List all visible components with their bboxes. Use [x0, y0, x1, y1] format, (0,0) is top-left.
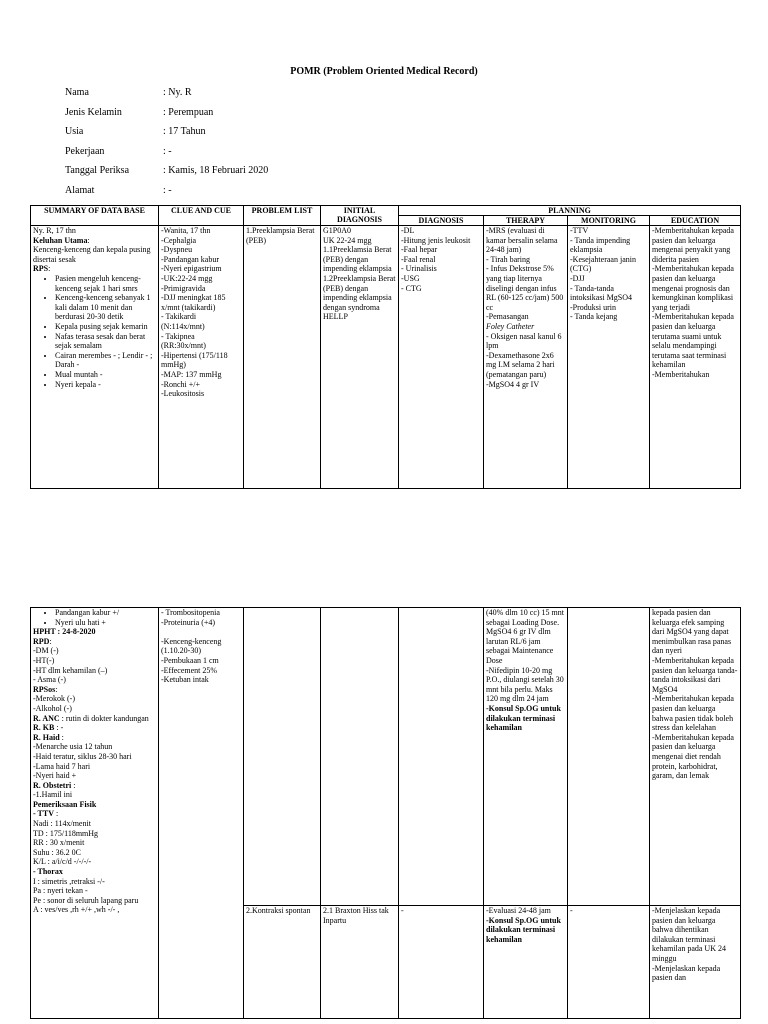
keluhan-label: Keluhan Utama [33, 235, 88, 245]
rps-item: • Cairan merembes - ; Lendir - ; Darah - [55, 351, 156, 370]
rpsos-list [33, 694, 156, 713]
robs-line: -1.Hamil ini [33, 790, 73, 800]
header-initial: INITIAL DIAGNOSIS [321, 206, 399, 226]
header-diagnosis: DIAGNOSIS [399, 216, 484, 226]
diagnosis-cell-2 [399, 906, 484, 1019]
identity-label: Nama [65, 87, 89, 98]
rpsos-label: RPSos [33, 684, 56, 694]
initial-line: 1.2Preeklampsia Berat (PEB) dengan impending eklampsia dengan syndroma HELLP [323, 273, 396, 322]
rhaid-list [33, 742, 156, 780]
clue-line: -Pandangan kabur [161, 254, 219, 264]
thorax-line: I : simetris ,retraksi -/- [33, 876, 105, 886]
education-line: -Memberitahukan kepada pasien dan keluarga tanda-tanda intoksikasi dari MgSO4 [652, 655, 738, 694]
header-education: EDUCATION [650, 216, 741, 226]
clue-line: -Wanita, 17 thn [161, 226, 211, 235]
identity-label: Usia [65, 126, 84, 137]
problem-cell [244, 226, 321, 489]
initial-cell-continued [321, 608, 399, 906]
ttv-line: RR : 30 x/menit [33, 838, 85, 848]
rps-label: RPS [33, 264, 49, 274]
header-problem: PROBLEM LIST [244, 206, 321, 226]
monitoring-line: -Produksi urin [570, 302, 616, 312]
clue-line: -UK:22-24 mgg [161, 273, 213, 283]
monitoring-line: -DJJ [570, 273, 585, 283]
initial-cell-2 [321, 906, 399, 1019]
clue-cell [159, 226, 244, 489]
clue-line: - Trombositopenia [161, 608, 220, 617]
summary-bullet-list [33, 608, 156, 627]
header-planning: PLANNING [399, 206, 741, 216]
initial-line: UK 22-24 mgg [323, 235, 372, 245]
diagnosis-text-2: - [401, 906, 404, 915]
diagnosis-cell-continued [399, 608, 484, 906]
clue-line: -DJJ meningkat 185 x/mnt (takikardi) [161, 293, 226, 312]
therapy-bold-line: -Konsul Sp.OG untuk dilakukan terminasi kehamilan [486, 703, 561, 733]
thorax-line: A : ves/ves ,rh +/+ ,wh -/- , [33, 905, 120, 915]
rps-item: • Kepala pusing sejak kemarin [55, 322, 156, 332]
rpd-line: -HT dlm kehamilan (–) [33, 665, 108, 675]
rpd-line: - Asma (-) [33, 675, 66, 685]
keluhan-text: Kenceng-kenceng dan kepala pusing disertai sesak [33, 245, 151, 264]
diagnosis-line: -Faal renal [401, 254, 436, 264]
clue-line: -Effecement 25% [161, 665, 218, 675]
education-cell-continued [650, 608, 741, 906]
thorax-line: Pe : sonor di seluruh lapang paru [33, 895, 139, 905]
therapy-cell-continued [484, 608, 568, 906]
rkb-label: R. KB [33, 723, 55, 733]
identity-value: : - [163, 145, 172, 157]
identity-value: : Kamis, 18 Februari 2020 [163, 165, 269, 176]
monitoring-line: - Tanda kejang [570, 312, 618, 322]
monitoring-line: -Kesejahteraan janin (CTG) [570, 254, 636, 274]
robs-list [33, 790, 156, 800]
rpd-line: -HT(-) [33, 655, 55, 665]
rps-item: • Mual muntah - [55, 370, 156, 380]
diagnosis-line: - CTG [401, 283, 422, 293]
ranc-label: R. ANC [33, 713, 60, 723]
pomr-table-page2 [30, 607, 741, 1019]
header-monitoring: MONITORING [568, 216, 650, 226]
rhaid-line: -Haid teratur, siklus 28-30 hari [33, 751, 132, 761]
therapy-line: -Dexamethasone 2x6 mg I.M selama 2 hari (pematangan paru) [486, 350, 555, 379]
monitoring-cell-continued [568, 608, 650, 906]
rpd-label: RPD [33, 636, 50, 646]
education-line: -Memberitahukan kepada pasien dan keluarga mengenai penyakit yang diderita pasien [652, 226, 734, 264]
identity-value: : Ny. R [163, 87, 192, 98]
education-line: -Menjelaskan kepada pasien dan [652, 963, 721, 983]
education-line: -Memberitahukan kepada pasien dan keluarga mengenai diet rendah protein, karbohidrat, garam, dan lemak [652, 732, 734, 781]
identity-label: Jenis Kelamin [65, 106, 122, 118]
monitoring-line: - Tanda-tanda intoksikasi MgSO4 [570, 283, 633, 303]
education-line: -Memberitahukan kepada pasien dan keluarga bahwa pasien tidak boleh stress dan kelelahan [652, 694, 734, 733]
document-title: POMR (Problem Oriented Medical Record) [290, 66, 478, 77]
monitoring-text-2: - [570, 906, 573, 915]
rps-item: • Kenceng-kenceng sebanyak 1 kali dalam 10 menit dan berdurasi 20-30 detik [55, 293, 156, 322]
therapy-line: - Oksigen nasal kanul 6 lpm [486, 331, 562, 351]
summary-bullet: • Nyeri ulu hati + [55, 618, 156, 628]
clue-line: -Ronchi +/+ [161, 379, 201, 389]
identity-label: Pekerjaan [65, 145, 105, 157]
education-line: -Memberitahukan kepada pasien dan keluarga terutama suami untuk selalu mendampingi terutama saat terminasi kehamilan [652, 312, 734, 370]
rpd-list [33, 646, 156, 684]
therapy-text-2: -Evaluasi 24-48 jam [486, 906, 551, 915]
identity-value: : Perempuan [163, 106, 214, 118]
summary-bullet: • Pandangan kabur +/ [55, 608, 156, 618]
therapy-line: (40% dlm 10 cc) 15 mnt sebagai Loading Dose. MgSO4 6 gr IV dlm larutan RL/6 jam sebagai Maintenance Dose [486, 608, 564, 665]
identity-label: Alamat [65, 184, 95, 196]
initial-line: G1P0A0 [323, 226, 352, 235]
rps-item: • Nafas terasa sesak dan berat sejak semalam [55, 332, 156, 351]
therapy-line: Foley Catheter [486, 321, 535, 331]
therapy-cell [484, 226, 568, 489]
therapy-line: - Infus Dekstrose 5% yang tiap liternya diselingi dengan infus RL (60-125 cc/jam) 500 cc [486, 264, 564, 312]
clue-line: -Primigravida [161, 283, 206, 293]
identity-value: : - [163, 184, 172, 196]
header-summary: SUMMARY OF DATA BASE [31, 206, 159, 226]
diagnosis-line: - Urinalisis [401, 264, 437, 274]
monitoring-cell [568, 226, 650, 489]
rhaid-label: R. Haid [33, 732, 60, 742]
therapy-line: -MRS (evaluasi di kamar bersalin selama 24-48 jam) [486, 226, 558, 255]
pf-label: Pemeriksaan Fisik [33, 799, 97, 809]
ttv-line: K/L : a/i/c/d -/-/-/- [33, 857, 92, 867]
rps-list [33, 274, 156, 389]
education-line: -Memberitahukan [652, 369, 710, 379]
clue-line: -Ketuban intak [161, 675, 209, 685]
identity-label: Tanggal Periksa [65, 165, 130, 176]
robs-label: R. Obstetri [33, 780, 72, 790]
monitoring-line: -TTV [570, 226, 589, 235]
initial-text-2: 2.1 Braxton Hiss tak Inpartu [323, 906, 389, 925]
ttv-line: Suhu : 36.2 0C [33, 847, 82, 857]
rhaid-line: -Menarche usia 12 tahun [33, 742, 113, 752]
clue-line: - Takipnea (RR:30x/mnt) [161, 331, 206, 351]
diagnosis-line: -USG [401, 273, 420, 283]
clue-line [161, 627, 241, 637]
problem-text: 1.Preeklampsia Berat (PEB) [246, 226, 315, 245]
rhaid-text: : [61, 732, 64, 742]
ttv-label: - TTV [33, 809, 54, 819]
ttv-text: : [55, 809, 59, 819]
therapy-cell-2 [484, 906, 568, 1019]
clue-line: -Leukositosis [161, 389, 205, 399]
therapy-line: -MgSO4 4 gr IV [486, 379, 540, 389]
rhaid-line: -Nyeri haid + [33, 771, 77, 781]
rpsos-line: -Merokok (-) [33, 694, 75, 704]
monitoring-line: - Tanda impending eklampsia [570, 235, 631, 255]
summary-cell-continued: • Pandangan kabur +/ • Nyeri ulu hati + HPHT : 24-8-2020 RPD: -DM (-) -HT(-) -HT dlm kehamilan (–) - Asma (-) RPSos: -Merokok (-) -Alkohol (-) R. ANC : rutin di dokter kandungan R. KB : - R. Haid : -Menarche usia 12 tahun -Haid teratur, siklus 28-30 hari -Lama haid 7 hari -Nyeri haid + R. Obstetri : -1.Hamil ini Pemeriksaan Fisik - TTV : Nadi : 114x/menit TD : 175/118mmHg RR : 30 x/menit Suhu : 36.2 0C K/L : a/i/c/d -/-/-/- - Thorax I : simetris ,retraksi -/- Pa : nyeri tekan - Pe : sonor di seluruh lapang paru A : ves/ves ,rh +/+ ,wh -/- , [31, 608, 159, 1019]
rpd-line: -DM (-) [33, 646, 59, 656]
diagnosis-line: -Hitung jenis leukosit [401, 235, 471, 245]
education-cell-2 [650, 906, 741, 1019]
rpsos-line: -Alkohol (-) [33, 703, 72, 713]
robs-text: : [73, 780, 76, 790]
therapy-bold-2: -Konsul Sp.OG untuk dilakukan terminasi kehamilan [486, 915, 561, 944]
header-therapy: THERAPY [484, 216, 568, 226]
clue-line: -Pembukaan 1 cm [161, 655, 219, 665]
initial-line: 1.1Preeklamsia Berat (PEB) dengan impending eklampsia [323, 245, 392, 274]
hpht-text: HPHT : 24-8-2020 [33, 627, 96, 637]
therapy-line: -Nifedipin 10-20 mg P.O., diulangi setelah 30 mnt bila perlu. Maks 120 mg dlm 24 jam [486, 665, 564, 704]
ranc-text: : rutin di dokter kandungan [61, 713, 149, 723]
clue-line: -MAP: 137 mmHg [161, 369, 222, 379]
ttv-line: TD : 175/118mmHg [33, 828, 99, 838]
clue-line: -Proteinuria (+4) [161, 617, 216, 627]
rhaid-line: -Lama haid 7 hari [33, 761, 91, 771]
diagnosis-line: -DL [401, 226, 415, 235]
summary-cell: Ny. R, 17 thn Keluhan Utama: Kenceng-kenceng dan kepala pusing disertai sesak RPS: • Pasien mengeluh kenceng-kenceng sejak 1 hari smrs • Kenceng-kenceng sebanyak 1 kali dalam 10 menit dan berdurasi 20-30 detik • Kepala pusing sejak kemarin • Nafas terasa sesak dan berat sejak semalam • Cairan merembes - ; Lendir - ; Darah - • Mual muntah - • Nyeri kepala - [31, 226, 159, 489]
education-line: kepada pasien dan keluarga efek samping dari MgSO4 yang dapat menimbulkan rasa panas dan nyeri [652, 608, 732, 656]
therapy-line: -Pemasangan [486, 312, 529, 322]
diagnosis-line: -Faal hepar [401, 245, 438, 255]
diagnosis-cell [399, 226, 484, 489]
pomr-table-page1 [30, 205, 741, 489]
problem-cell-continued [244, 608, 321, 906]
summary-line: Ny. R, 17 thn [33, 226, 76, 235]
clue-line: - Takikardi (N:114x/mnt) [161, 312, 205, 331]
rps-item: • Nyeri kepala - [55, 380, 156, 390]
monitoring-cell-2 [568, 906, 650, 1019]
identity-value: : 17 Tahun [163, 126, 206, 137]
thorax-list [33, 877, 156, 915]
thorax-line: Pa : nyeri tekan - [33, 886, 88, 896]
education-line: -Memberitahukan kepada pasien dan keluarga mengenai prognosis dan kemungkinan komplikasi yang terjadi [652, 264, 734, 312]
education-cell [650, 226, 741, 489]
initial-diagnosis-cell [321, 226, 399, 489]
clue-line: -Dyspneu [161, 245, 193, 255]
therapy-line: - Tirah baring [486, 254, 530, 264]
thorax-label: - Thorax [33, 867, 63, 877]
clue-line: -Cephalgia [161, 235, 197, 245]
ttv-line: Nadi : 114x/menit [33, 819, 91, 829]
header-clue: CLUE AND CUE [159, 206, 244, 226]
rkb-text: : - [56, 723, 64, 733]
clue-line: -Hipertensi (175/118 mmHg) [161, 350, 228, 370]
clue-cell-continued [159, 608, 244, 1019]
clue-line: -Kenceng-kenceng (1.10.20-30) [161, 636, 222, 656]
rps-item: • Pasien mengeluh kenceng-kenceng sejak 1 hari smrs [55, 274, 156, 293]
problem-text-2: 2.Kontraksi spontan [246, 906, 311, 915]
education-line: -Menjelaskan kepada pasien dan keluarga bahwa dihentikan dilakukan terminasi kehamilan pada UK 24 minggu [652, 906, 726, 963]
clue-line: -Nyeri epigastrium [161, 264, 222, 274]
ttv-list [33, 819, 156, 867]
problem-cell-2 [244, 906, 321, 1019]
